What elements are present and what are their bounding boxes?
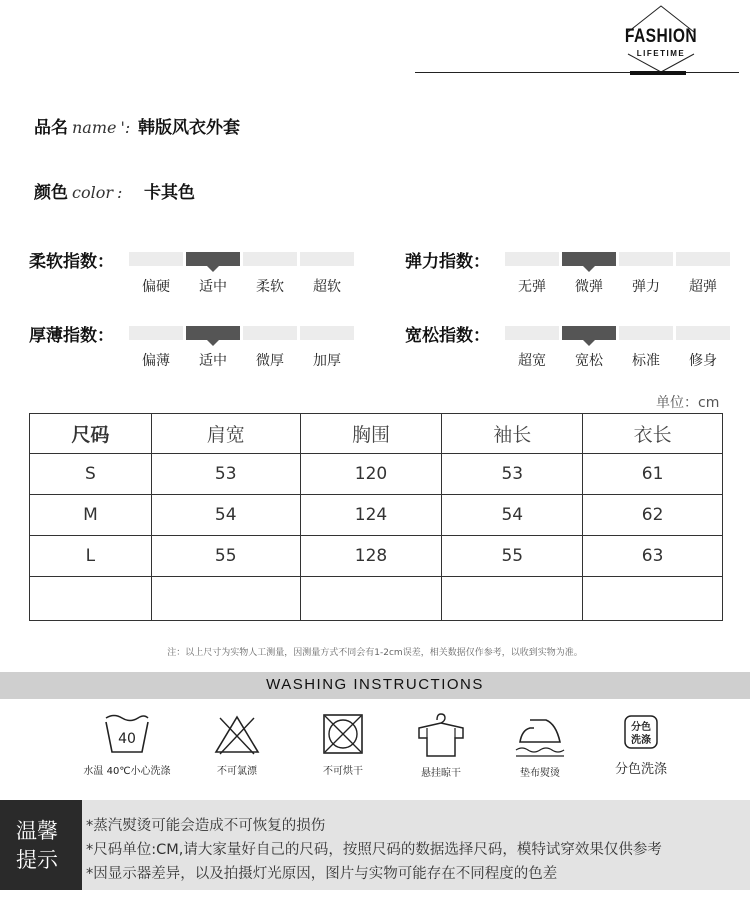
wash-item (72, 712, 182, 777)
product-color-label-en: color (72, 183, 113, 202)
index-option: 偏薄 (142, 353, 170, 369)
index-bar (243, 326, 297, 340)
wash-temp-text: 40 (118, 731, 136, 747)
table-cell: 120 (300, 454, 442, 495)
header-divider (415, 72, 739, 73)
index-option: 微厚 (256, 353, 284, 369)
index-option: 弹力 (632, 279, 660, 295)
index-option: 加厚 (313, 353, 341, 369)
product-name-row: 品名 name ': 韩版风衣外套 (34, 113, 130, 138)
wash-label: 不可氯漂 (217, 766, 257, 777)
table-row (30, 495, 723, 536)
washing-title: WASHING INSTRUCTIONS (266, 676, 484, 693)
tip-line: *因显示器差异，以及拍摄灯光原因，图片与实物可能存在不同程度的色差 (86, 866, 558, 882)
size-value: M (83, 505, 98, 525)
index-option: 宽松 (575, 353, 603, 369)
wash-label: 悬挂晾干 (421, 768, 461, 779)
table-cell: 54 (442, 495, 583, 536)
wash-item (485, 712, 595, 779)
no-bleach-icon (212, 712, 262, 756)
index-option: 超弹 (689, 279, 717, 295)
index-option: 适中 (199, 279, 227, 295)
header-cell: 尺码 (30, 414, 152, 454)
index-bar (676, 252, 730, 266)
header-cell: 袖长 (442, 414, 583, 454)
tips-heading-line: 提示 (16, 848, 58, 872)
iron-with-cloth-icon (512, 712, 568, 758)
wash-item (288, 712, 398, 777)
table-cell: 128 (300, 536, 442, 577)
index-option: 修身 (689, 353, 717, 369)
wash-separately-icon (621, 712, 661, 752)
wash-label: 分色洗涤 (614, 762, 667, 777)
brand-logo (606, 4, 716, 76)
size-cell (30, 495, 152, 536)
index-bar-selected (186, 326, 240, 340)
size-table-header (30, 414, 723, 454)
index-label: 弹力指数： (405, 252, 490, 272)
table-cell: 61 (583, 454, 723, 495)
table-cell: 53 (442, 454, 583, 495)
index-bar (300, 326, 354, 340)
size-cell (30, 536, 152, 577)
logo-subtitle: LIFETIME (636, 49, 686, 58)
index-option: 偏硬 (142, 279, 170, 295)
wash-badge-line2: 洗涤 (631, 735, 651, 746)
index-option: 超宽 (518, 353, 546, 369)
table-cell: 53 (151, 454, 300, 495)
index-bar (243, 252, 297, 266)
table-cell: 124 (300, 495, 442, 536)
header-cell: 肩宽 (151, 414, 300, 454)
table-cell: 55 (442, 536, 583, 577)
table-cell: 55 (151, 536, 300, 577)
index-bar (676, 326, 730, 340)
measurement-note: 注：以上尺寸为实物人工测量，因测量方式不同会有1-2cm误差，相关数据仅作参考，以收到实物为准。 (167, 648, 583, 658)
index-label: 柔软指数： (29, 252, 114, 272)
wash-label: 水温 40℃小心洗涤 (83, 766, 171, 777)
wash-label: 垫布熨烫 (520, 768, 560, 779)
table-cell: 54 (151, 495, 300, 536)
index-bar (619, 326, 673, 340)
tips-heading-line: 温馨 (16, 819, 58, 843)
table-row (30, 454, 723, 495)
product-color-label: 颜色 (34, 183, 68, 203)
index-bar (300, 252, 354, 266)
wash-item (586, 712, 696, 777)
tip-line: *尺码单位:CM,请大家量好自己的尺码，按照尺码的数据选择尺码，模特试穿效果仅供参考 (86, 842, 662, 858)
index-label: 厚薄指数： (29, 326, 114, 346)
index-bar-selected (186, 252, 240, 266)
header-cell: 衣长 (583, 414, 723, 454)
header-divider-accent (630, 71, 686, 75)
logo-title: FASHION (624, 26, 698, 47)
product-color-value: 卡其色 (144, 183, 195, 203)
product-name-value: 韩版风衣外套 (138, 118, 240, 138)
index-option: 无弹 (518, 279, 546, 295)
tip-line: *蒸汽熨烫可能会造成不可恢复的损伤 (86, 818, 326, 834)
product-color-row: 颜色 color : 卡其色 (34, 178, 122, 203)
hang-dry-icon (413, 712, 469, 758)
index-bar (129, 252, 183, 266)
table-cell: 62 (583, 495, 723, 536)
index-bar-selected (562, 326, 616, 340)
index-bar (505, 252, 559, 266)
index-bar-selected (562, 252, 616, 266)
size-cell (30, 454, 152, 495)
wash-item (386, 712, 496, 779)
product-name-label-en: name (72, 118, 117, 137)
wash-40-icon (102, 712, 152, 756)
index-option: 超软 (313, 279, 341, 295)
index-option: 微弹 (575, 279, 603, 295)
size-table (29, 413, 723, 621)
table-cell: 63 (583, 536, 723, 577)
size-value: L (85, 546, 96, 566)
wash-item (182, 712, 292, 777)
no-tumble-dry-icon (318, 712, 368, 756)
table-row-empty (30, 577, 723, 621)
product-name-label: 品名 (34, 118, 68, 138)
header-cell: 胸围 (300, 414, 442, 454)
index-label: 宽松指数： (405, 326, 490, 346)
table-row (30, 536, 723, 577)
index-bar (129, 326, 183, 340)
size-value: S (85, 464, 96, 484)
wash-badge-line1: 分色 (631, 722, 651, 733)
index-option: 柔软 (256, 279, 284, 295)
index-bar (505, 326, 559, 340)
index-bar (619, 252, 673, 266)
wash-label: 不可烘干 (323, 766, 363, 777)
tips-heading (0, 800, 82, 890)
size-unit: 单位：cm (656, 395, 720, 411)
index-option: 适中 (199, 353, 227, 369)
index-option: 标准 (632, 353, 660, 369)
